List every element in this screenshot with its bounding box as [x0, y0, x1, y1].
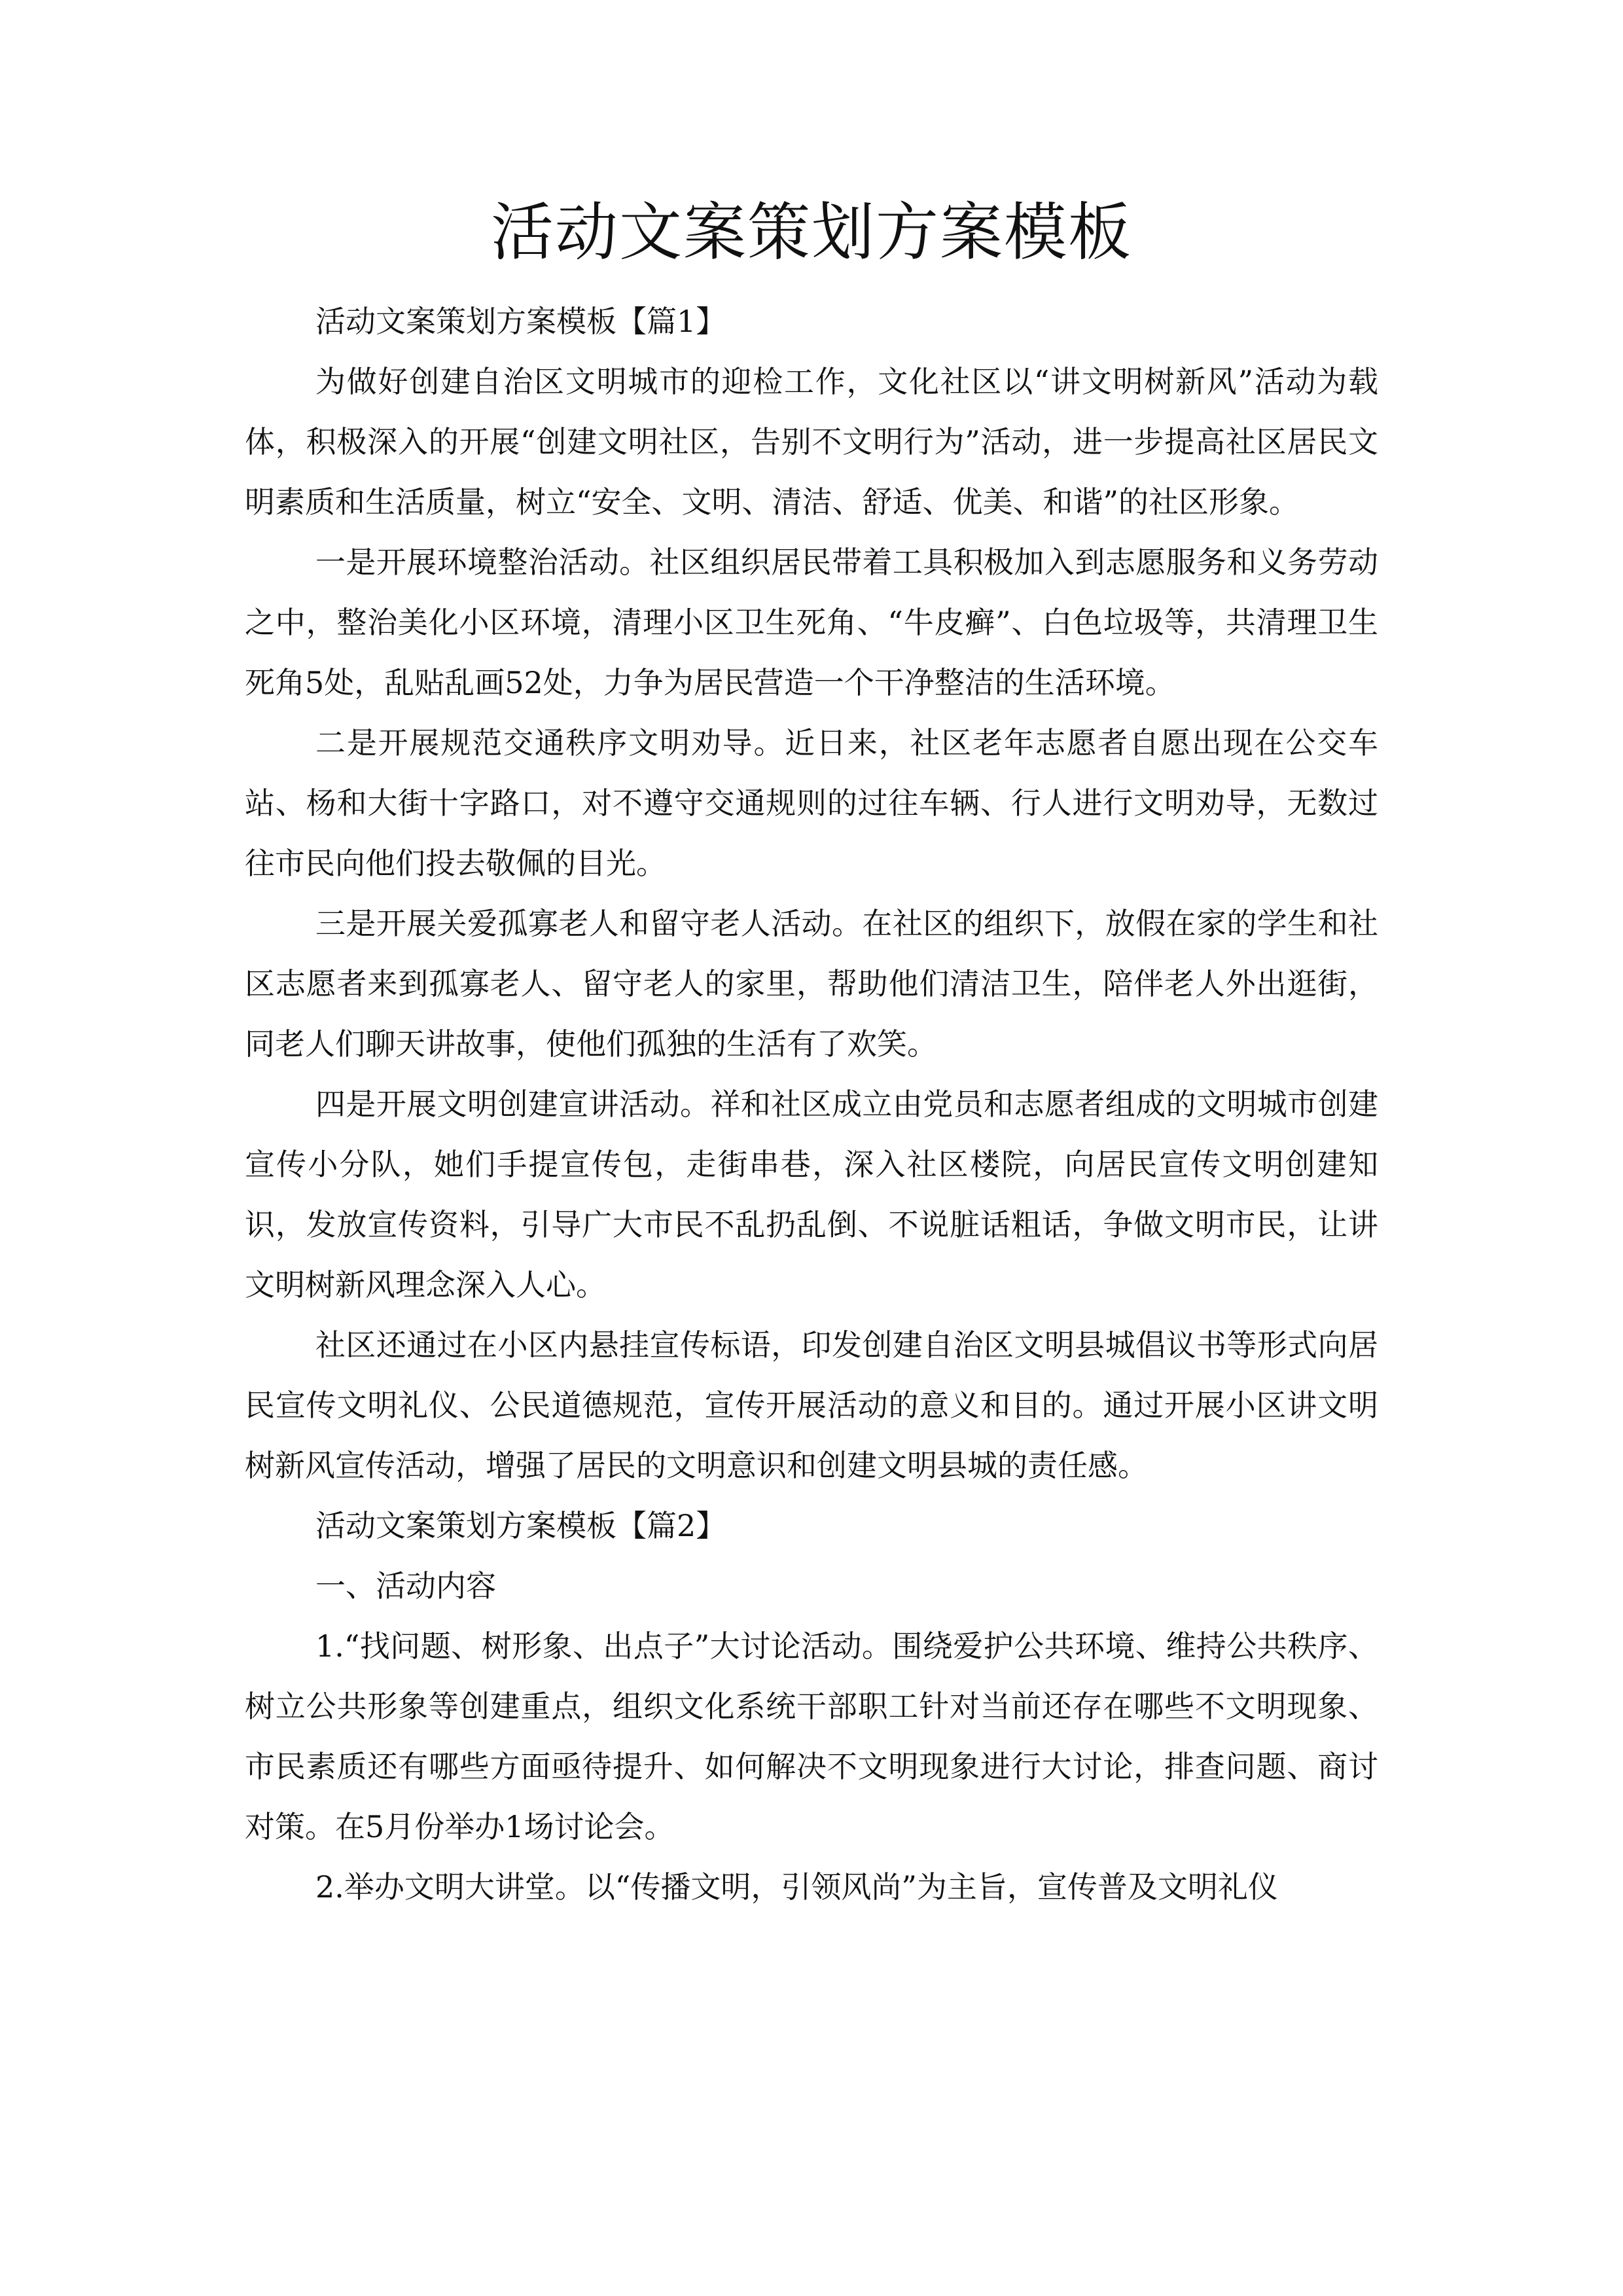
subheading-activity-content: 一、活动内容 [315, 1568, 496, 1604]
section-heading-part-1: 活动文案策划方案模板【篇1】 [315, 304, 726, 339]
paragraph-intro: 为做好创建自治区文明城市的迎检工作，文化社区以“讲文明树新风”活动为载体，积极深入的开展“创建文明社区，告别不文明行为”活动，进一步提高社区居民文明素质和生活质量，树立“安全、文明、清洁、舒适、优美、和谐”的社区形象。 [245, 364, 1378, 520]
paragraph-publicity: 四是开展文明创建宣讲活动。祥和社区成立由党员和志愿者组成的文明城市创建宣传小分队，她们手提宣传包，走街串巷，深入社区楼院，向居民宣传文明创建知识，发放宣传资料，引导广大市民不乱扔乱倒、不说脏话粗话，争做文明市民，让讲文明树新风理念深入人心。 [245, 1086, 1378, 1302]
section-heading-part-2: 活动文案策划方案模板【篇2】 [315, 1508, 726, 1543]
document-body [245, 291, 1378, 1917]
document-title: 活动文案策划方案模板 [491, 196, 1132, 269]
paragraph-summary: 社区还通过在小区内悬挂宣传标语，印发创建自治区文明县城倡议书等形式向居民宣传文明礼仪、公民道德规范，宣传开展活动的意义和目的。通过开展小区讲文明树新风宣传活动，增强了居民的文明意识和创建文明县城的责任感。 [245, 1327, 1378, 1483]
paragraph-traffic: 二是开展规范交通秩序文明劝导。近日来，社区老年志愿者自愿出现在公交车站、杨和大街十字路口，对不遵守交通规则的过往车辆、行人进行文明劝导，无数过往市民向他们投去敬佩的目光。 [245, 725, 1378, 881]
list-item-2: 2.举办文明大讲堂。以“传播文明，引领风尚”为主旨，宣传普及文明礼仪 [315, 1869, 1278, 1905]
paragraph-environment: 一是开展环境整治活动。社区组织居民带着工具积极加入到志愿服务和义务劳动之中，整治美化小区环境，清理小区卫生死角、“牛皮癣”、白色垃圾等，共清理卫生死角5处，乱贴乱画52处，力争为居民营造一个干净整洁的生活环境。 [245, 545, 1378, 700]
list-item-1: 1.“找问题、树形象、出点子”大讨论活动。围绕爱护公共环境、维持公共秩序、树立公共形象等创建重点，组织文化系统干部职工针对当前还存在哪些不文明现象、市民素质还有哪些方面亟待提升、如何解决不文明现象进行大讨论，排查问题、商讨对策。在5月份举办1场讨论会。 [245, 1628, 1378, 1844]
paragraph-elderly-care: 三是开展关爱孤寡老人和留守老人活动。在社区的组织下，放假在家的学生和社区志愿者来到孤寡老人、留守老人的家里，帮助他们清洁卫生，陪伴老人外出逛街，同老人们聊天讲故事，使他们孤独的生活有了欢笑。 [245, 906, 1378, 1062]
